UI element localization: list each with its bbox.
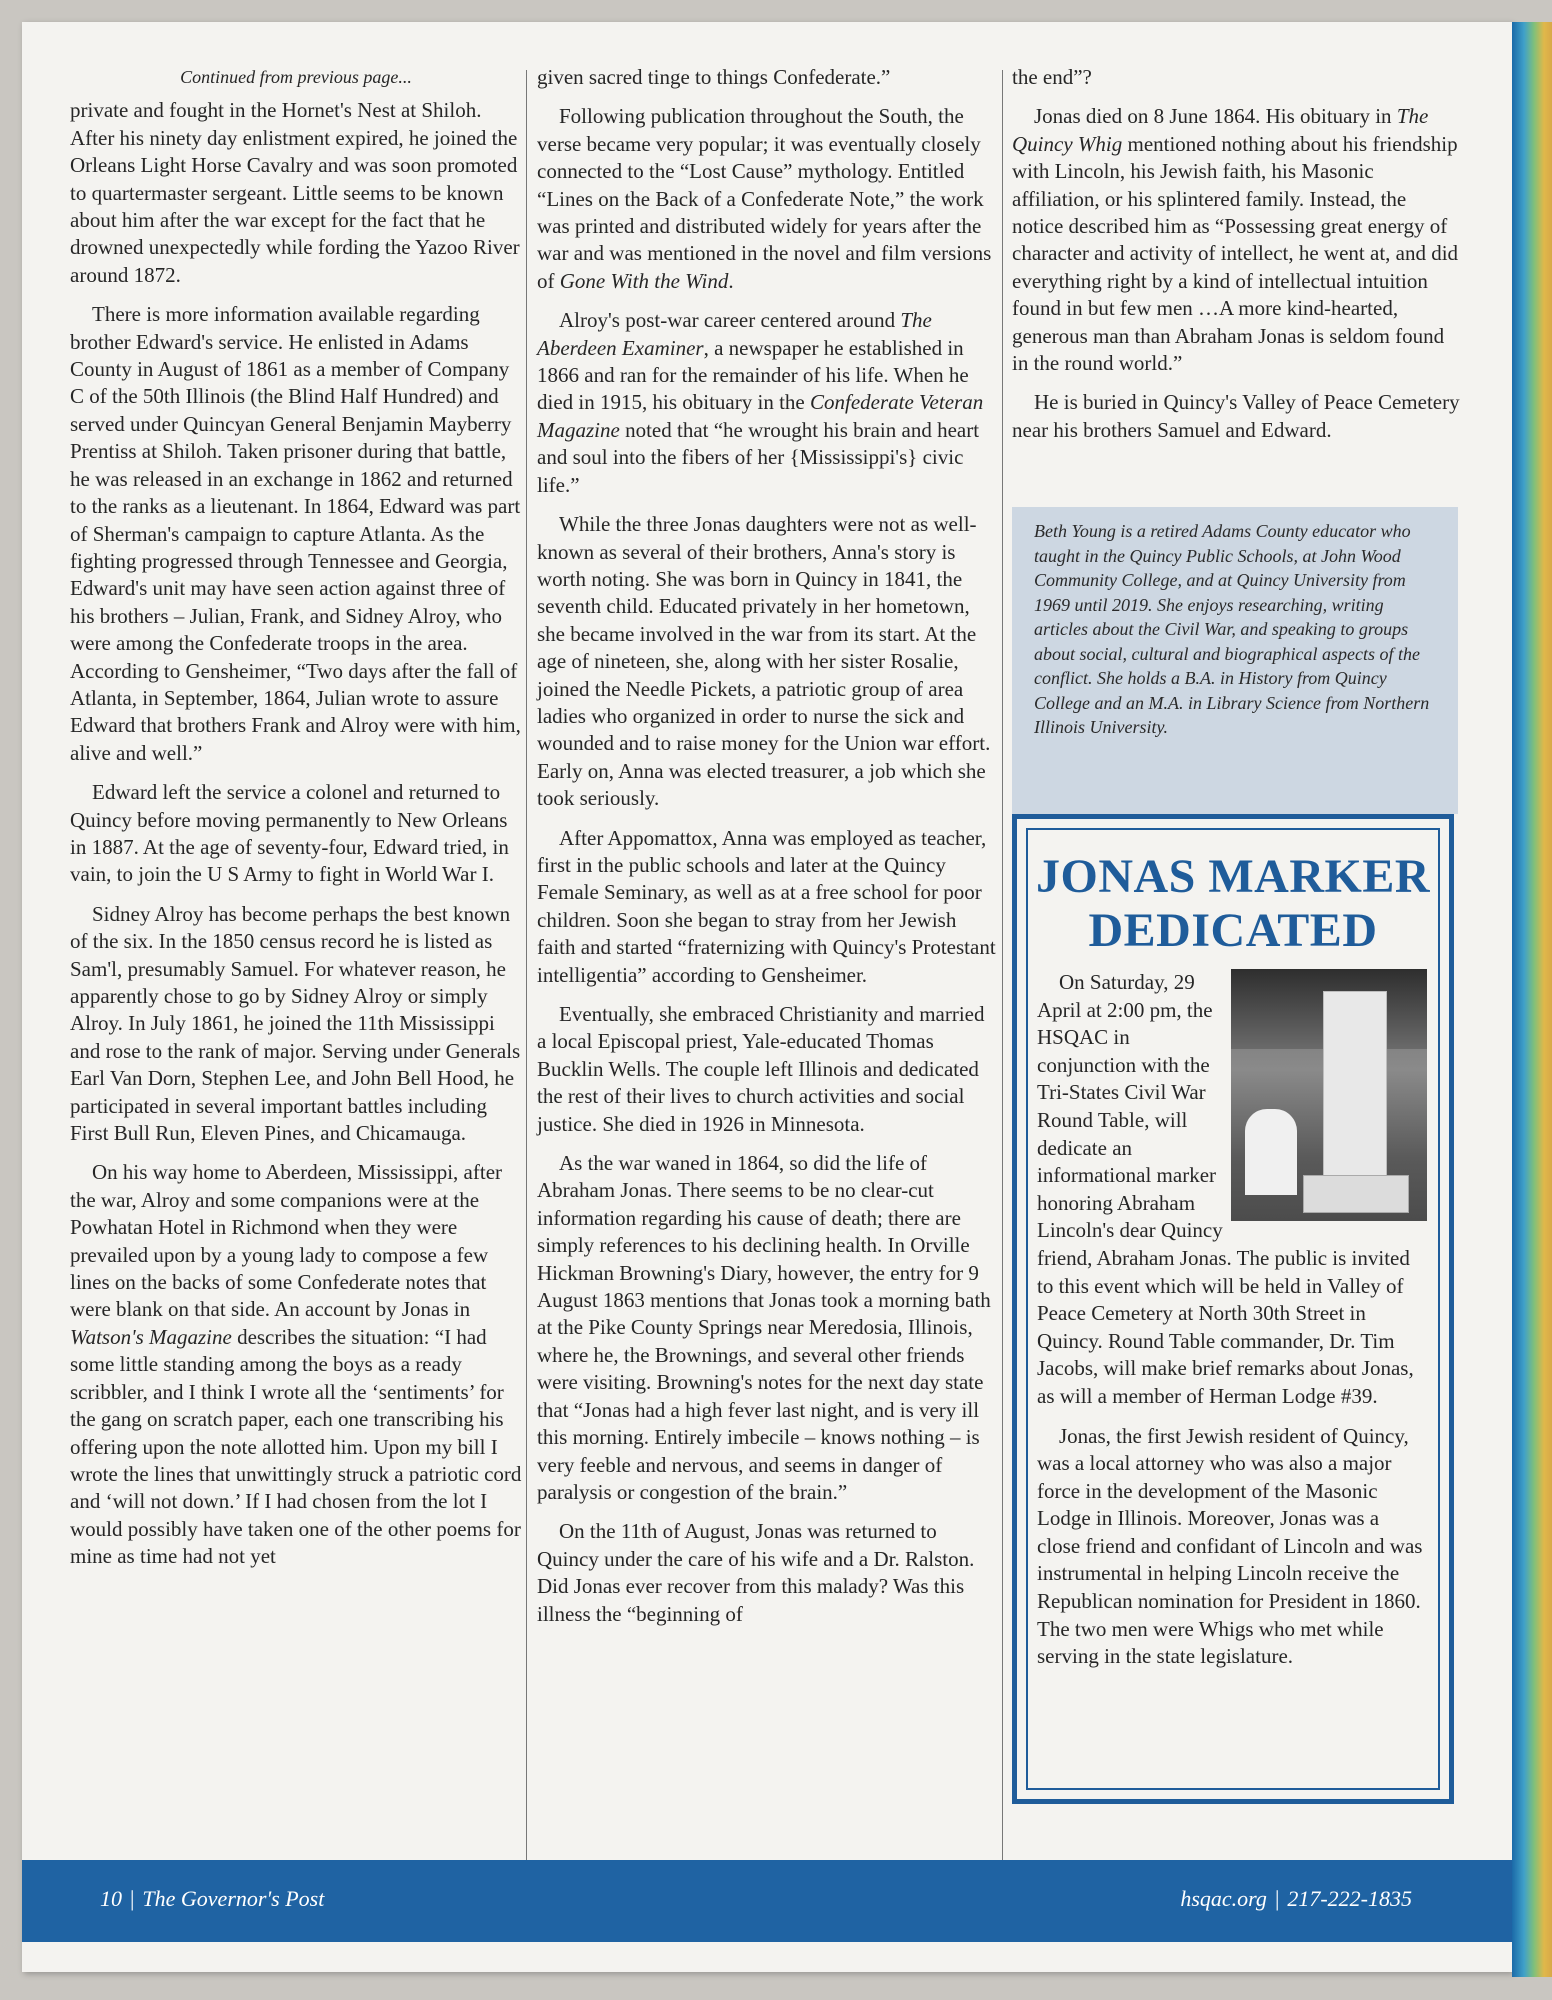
paragraph-text: . [728, 268, 734, 293]
continued-note: Continued from previous page... [180, 67, 412, 87]
paragraph: Eventually, she embraced Christianity and married a local Episcopal priest, Yale-educated Thomas Bucklin Wells. The couple left Illinois and dedicated the rest of their lives to church activities and social justice. She died in 1926 in Minnesota. [537, 1002, 985, 1136]
paragraph: On the 11th of August, Jonas was returned to Quincy under the care of his wife and a Dr. Ralston. Did Jonas ever recover from this malady? Was this illness the “beginning of [537, 1519, 975, 1626]
paragraph-text: Following publication throughout the South, the verse became very popular; it was eventually closely connected to the “Lost Cause” mythology. Entitled “Lines on the Back of a Confederate Note,” the work was printed and distributed widely for years after the war and was mentioned in the novel and film versions of [537, 104, 992, 293]
paragraph-text: Alroy's post-war career centered around [559, 308, 901, 333]
paragraph: private and fought in the Hornet's Nest at Shiloh. After his ninety day enlistment expired, he joined the Orleans Light Horse Cavalry and was soon promoted to quartermaster sergeant. Little seems to be known about him after the war except for the fact that he drowned unexpectedly while fording the Yazoo River around 1872. [70, 98, 520, 287]
paragraph-text: , a newspaper he established in 1866 and ran for the remainder of his life. When he died in 1915, his obituary in the [537, 335, 969, 415]
page-number: 10 [100, 1886, 122, 1911]
italic-title: Confederate Veteran Magazine [537, 390, 984, 442]
paragraph: While the three Jonas daughters were not as well-known as several of their brothers, Anna's story is worth noting. She was born in Quincy in 1841, the seventh child. Educated privately in her hometown, she became involved in the war from its start. At the age of nineteen, she, along with her sister Rosalie, joined the Needle Pickets, a patriotic group of area ladies who organized in order to nurse the sick and wounded and to raise money for the Union war effort. Early on, Anna was elected treasurer, a job which she took seriously. [537, 512, 991, 811]
column-rule [526, 70, 527, 1860]
box-body [1037, 969, 1427, 1683]
paragraph: On Saturday, 29 April at 2:00 pm, the HSQAC in conjunction with the Tri-States Civil War Round Table, will dedicate an informational marker honoring Abraham Lincoln's dear Quincy friend, Abraham Jonas. The public is invited to this event which will be held in Valley of Peace Cemetery at North 30th Street in Quincy. Round Table commander, Dr. Tim Jacobs, will make brief remarks about Jonas, as will a member of Herman Lodge #39. [1037, 970, 1414, 1408]
paragraph: After Appomattox, Anna was employed as teacher, first in the public schools and later at the Quincy Female Seminary, as well as at a free school for poor children. Soon she began to stray from her Jewish faith and started “fraternizing with Quincy's Protestant intelligentia” according to Gensheimer. [537, 825, 996, 987]
paragraph: Sidney Alroy has become perhaps the best known of the six. In the 1850 census record he is listed as Sam'l, presumably Samuel. For whatever reason, he apparently chose to go by Sidney Alroy or simply Alroy. In July 1861, he joined the 11th Mississippi and rose to the rank of major. Serving under Generals Earl Van Dorn, Stephen Lee, and John Bell Hood, he participated in several important battles including First Bull Run, Eleven Pines, and Chicamauga. [70, 901, 521, 1146]
paragraph-text: noted that “he wrought his brain and heart and soul into the fibers of her {Mississippi's} civic life.” [537, 417, 980, 497]
article-column-1 [70, 64, 522, 1583]
paragraph [1012, 103, 1462, 377]
paragraph-text: Jonas died on 8 June 1864. His obituary in [1034, 104, 1397, 129]
paragraph: given sacred tinge to things Confederate.” [537, 65, 891, 89]
footer-right [1180, 1886, 1412, 1912]
monument-shape [1323, 991, 1387, 1193]
footer-separator: | [1274, 1886, 1280, 1911]
paragraph: Jonas, the first Jewish resident of Quincy, was a local attorney who was also a major force in the development of the Masonic Lodge in Illinois. Moreover, Jonas was a close friend and confidant of Lincoln and was instrumental in helping Lincoln receive the Republican nomination for President in 1860. The two men were Whigs who met while serving in the state legislature. [1037, 1423, 1423, 1669]
box-title [1028, 850, 1438, 958]
next-page-edge [1512, 22, 1552, 1977]
monument-base-shape [1303, 1175, 1409, 1213]
box-title-line: JONAS MARKER [1035, 850, 1430, 903]
gravestone-shape [1245, 1109, 1297, 1195]
column-rule [1002, 70, 1003, 1860]
phone-number: 217-222-1835 [1287, 1886, 1412, 1911]
footer-separator: | [130, 1886, 135, 1911]
paragraph-text: mentioned nothing about his friendship with Lincoln, his Jewish faith, his Masonic affiliation, or his splintered family. Instead, the notice described him as “Possessing great energy of character and activity of intellect, he went at, and did everything right by a kind of intellectual intuition found in but few men …A more kind-hearted, generous man than Abraham Jonas is seldom found in the round world.” [1012, 131, 1459, 376]
paragraph-text: On his way home to Aberdeen, Mississippi, after the war, Alroy and some companions were at the Powhatan Hotel in Richmond when they were prevailed upon by a young lady to compose a few lines on the backs of some Confederate notes that were blank on that side. An account by Jonas in [70, 1160, 503, 1322]
paragraph [70, 1159, 522, 1570]
website-link[interactable]: hsqac.org [1180, 1886, 1267, 1911]
footer-left [100, 1886, 324, 1912]
paragraph: There is more information available regarding brother Edward's service. He enlisted in Adams County in August of 1861 as a member of Company C of the 50th Illinois (the Blind Half Hundred) and served under Quincyan General Benjamin Mayberry Prentiss at Shiloh. Taken prisoner during that battle, he was released in an exchange in 1862 and returned to the ranks as a lieutenant. In 1864, Edward was part of Sherman's campaign to capture Atlanta. As the fighting progressed through Tennessee and Georgia, Edward's unit may have seen action against three of his brothers – Julian, Frank, and Sidney Alroy, who were among the Confederate troops in the area. According to Gensheimer, “Two days after the fall of Atlanta, in September, 1864, Julian wrote to assure Edward that brothers Frank and Alroy were with him, alive and well.” [70, 302, 521, 765]
page-footer [22, 1860, 1512, 1942]
jonas-marker-box [1012, 814, 1454, 1804]
article-column-3 [1012, 64, 1462, 456]
article-column-2 [537, 64, 997, 1640]
box-title-line: DEDICATED [1088, 904, 1378, 957]
paragraph: the end”? [1012, 65, 1092, 89]
author-bio: Beth Young is a retired Adams County educator who taught in the Quincy Public Schools, at John Wood Community College, and at Quincy University from 1969 until 2019. She enjoys researching, writing articles about the Civil War, and speaking to groups about social, cultural and biographical aspects of the conflict. She holds a B.A. in History from Quincy College and an M.A. in Library Science from Northern Illinois University. [1012, 507, 1458, 814]
paragraph: Edward left the service a colonel and returned to Quincy before moving permanently to New Orleans in 1887. At the age of seventy-four, Edward tried, in vain, to join the U S Army to fight in World War I. [70, 780, 509, 887]
paragraph-text: describes the situation: “I had some little standing among the boys as a ready scribbler, and I think I wrote all the ‘sentiments’ for the gang on scratch paper, each one transcribing his offering upon the note allotted him. Upon my bill I wrote the lines that unwittingly struck a patriotic cord and ‘will not down.’ If I had chosen from the lot I would possibly have taken one of the other poems for mine as time had not yet [70, 1324, 522, 1569]
publication-name: The Governor's Post [142, 1886, 325, 1911]
paragraph: He is buried in Quincy's Valley of Peace Cemetery near his brothers Samuel and Edward. [1012, 390, 1460, 442]
italic-title: Gone With the Wind [559, 268, 729, 293]
italic-title: Watson's Magazine [70, 1324, 232, 1349]
paragraph [537, 307, 997, 499]
paragraph [537, 103, 997, 295]
magazine-page [22, 22, 1512, 1972]
paragraph: As the war waned in 1864, so did the life of Abraham Jonas. There seems to be no clear-cut information regarding his cause of death; there are simply references to his declining health. In Orville Hickman Browning's Diary, however, the entry for 9 August 1863 mentions that Jonas took a morning bath at the Pike County Springs near Meredosia, Illinois, where he, the Brownings, and several other friends were visiting. Browning's notes for the next day state that “Jonas had a high fever last night, and is very ill this morning. Entirely imbecile – knows nothing – is very feeble and nervous, and seems in danger of paralysis or congestion of the brain.” [537, 1151, 991, 1504]
italic-title: The Quincy Whig [1012, 104, 1429, 156]
italic-title: The Aberdeen Examiner [537, 308, 932, 360]
cemetery-photo [1231, 969, 1427, 1221]
